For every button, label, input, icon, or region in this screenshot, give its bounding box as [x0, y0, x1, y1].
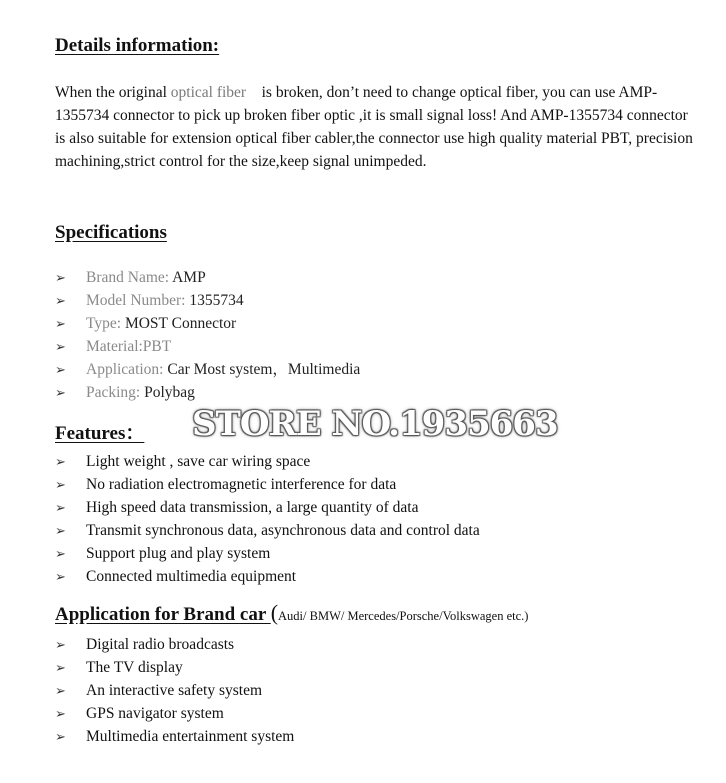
spec-value: Polybag: [144, 384, 195, 401]
spec-item-brand: [55, 266, 360, 289]
application-text: The TV display: [86, 659, 183, 676]
application-list: [55, 633, 294, 748]
application-heading-text: Application for Brand car: [55, 604, 271, 625]
spec-item-application: [55, 358, 360, 381]
details-text-start: When the original: [55, 84, 171, 101]
spec-value: 1355734: [189, 292, 244, 309]
arrow-bullet-icon: ➢: [55, 638, 66, 653]
application-heading: [55, 600, 528, 626]
details-paragraph: [55, 81, 695, 173]
application-item: [55, 679, 294, 702]
spec-label: Application:: [86, 361, 168, 378]
features-heading: Features：: [55, 423, 145, 444]
arrow-bullet-icon: ➢: [55, 570, 66, 585]
feature-text: Transmit synchronous data, asynchronous data and control data: [86, 522, 480, 539]
spec-value: AMP: [172, 269, 206, 286]
feature-item: [55, 473, 480, 496]
spec-item-material: [55, 335, 360, 358]
store-watermark: STORE NO.1935663: [192, 404, 558, 444]
application-item: [55, 702, 294, 725]
application-item: [55, 725, 294, 748]
application-brands: Audi/ BMW/ Mercedes/Porsche/Volkswagen etc.): [278, 609, 529, 623]
spec-label: Type:: [86, 315, 125, 332]
application-text: An interactive safety system: [86, 682, 263, 699]
feature-text: Light weight , save car wiring space: [86, 453, 311, 470]
feature-item: [55, 450, 480, 473]
spec-label: Material:PBT: [86, 338, 172, 355]
feature-item: [55, 519, 480, 542]
spec-label: Packing:: [86, 384, 145, 401]
specifications-list: [55, 266, 360, 404]
feature-item: [55, 496, 480, 519]
arrow-bullet-icon: ➢: [55, 363, 66, 378]
spec-item-type: [55, 312, 360, 335]
feature-text: Connected multimedia equipment: [86, 568, 297, 585]
application-text: Multimedia entertainment system: [86, 728, 295, 745]
application-paren: (: [270, 600, 279, 625]
arrow-bullet-icon: ➢: [55, 524, 66, 539]
application-text: Digital radio broadcasts: [86, 636, 235, 653]
spec-label: Model Number:: [86, 292, 190, 309]
spec-value: Car Most system，Multimedia: [167, 361, 361, 378]
arrow-bullet-icon: ➢: [55, 271, 66, 286]
specifications-heading: Specifications: [55, 222, 167, 243]
arrow-bullet-icon: ➢: [55, 386, 66, 401]
features-list: [55, 450, 480, 588]
arrow-bullet-icon: ➢: [55, 340, 66, 355]
spec-value: MOST Connector: [124, 315, 237, 332]
arrow-bullet-icon: ➢: [55, 455, 66, 470]
arrow-bullet-icon: ➢: [55, 661, 66, 676]
application-item: [55, 656, 294, 679]
spec-item-packing: [55, 381, 360, 404]
spec-item-model: [55, 289, 360, 312]
feature-item: [55, 542, 480, 565]
feature-text: High speed data transmission, a large quantity of data: [86, 499, 419, 516]
application-text: GPS navigator system: [86, 705, 224, 722]
arrow-bullet-icon: ➢: [55, 478, 66, 493]
details-text-rest: is broken, don’t need to change optical fiber, you can use AMP-1355734 connector to pick up broken fiber optic ,it is small signal loss! And AMP-1355734 connector is also suitable for extension optical fiber cabler,the connector use high quality material PBT, precision machining,strict control for the size,keep signal unimpeded.: [55, 84, 697, 170]
arrow-bullet-icon: ➢: [55, 294, 66, 309]
spec-label: Brand Name:: [86, 269, 173, 286]
details-heading: Details information:: [55, 35, 220, 56]
arrow-bullet-icon: ➢: [55, 684, 66, 699]
arrow-bullet-icon: ➢: [55, 730, 66, 745]
arrow-bullet-icon: ➢: [55, 317, 66, 332]
arrow-bullet-icon: ➢: [55, 547, 66, 562]
optical-fiber-highlight: optical fiber: [170, 84, 247, 101]
application-item: [55, 633, 294, 656]
feature-text: No radiation electromagnetic interference for data: [86, 476, 397, 493]
arrow-bullet-icon: ➢: [55, 707, 66, 722]
arrow-bullet-icon: ➢: [55, 501, 66, 516]
feature-text: Support plug and play system: [86, 545, 271, 562]
feature-item: [55, 565, 480, 588]
